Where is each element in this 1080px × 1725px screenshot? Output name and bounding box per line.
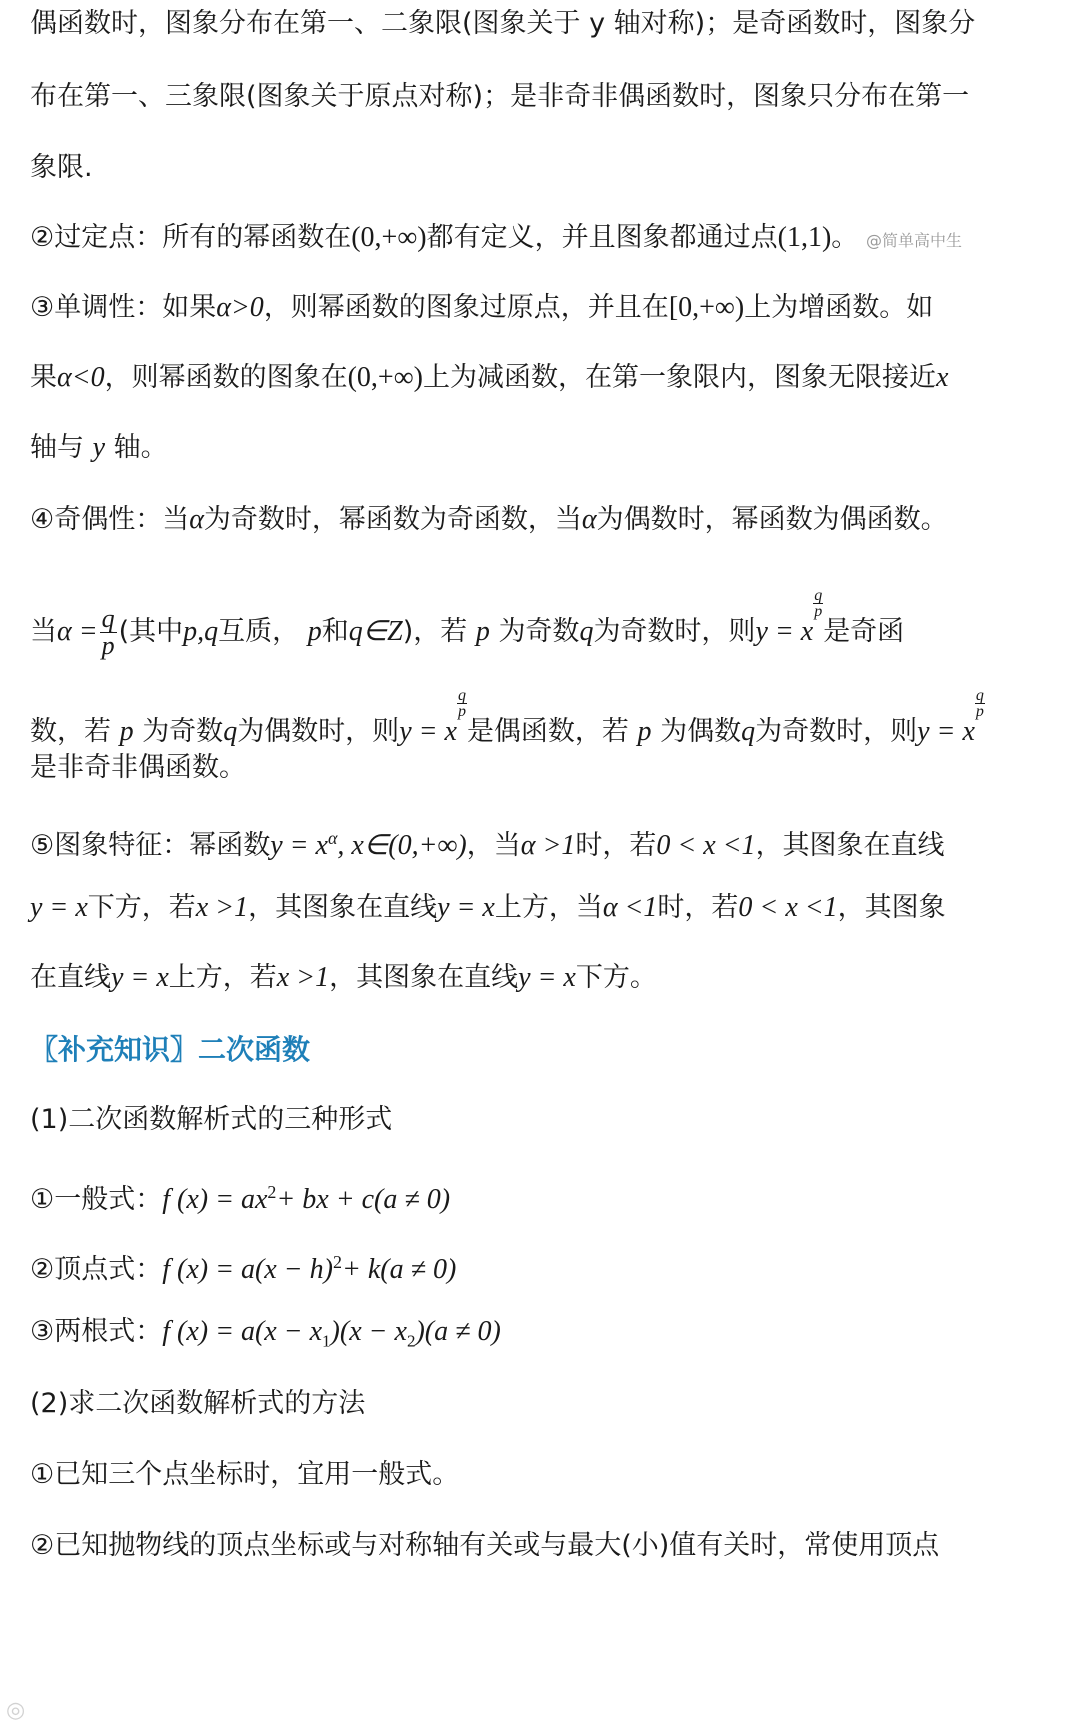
text-run: 是偶函数，若 <box>466 716 629 747</box>
math-run: α<0 <box>57 362 105 393</box>
text-line: (2)求二次函数解析式的方法 <box>30 1388 366 1419</box>
math-subscript: 2 <box>406 1331 416 1351</box>
math-run: p <box>637 716 652 747</box>
text-run: ③单调性：如果 <box>30 292 217 323</box>
text-line: 偶函数时，图象分布在第一、二象限(图象关于 y 轴对称)；是奇函数时，图象分 <box>30 8 976 39</box>
text-run: 为奇数时，则 <box>593 616 756 647</box>
text-line: (1)二次函数解析式的三种形式 <box>30 1104 393 1135</box>
exponent-fraction <box>457 688 467 719</box>
fraction-q-over-p <box>100 606 117 659</box>
fraction-numerator: q <box>457 687 466 704</box>
text-run: ，当 <box>466 830 521 861</box>
text-line: ①已知三个点坐标时，宜用一般式。 <box>30 1459 460 1490</box>
math-run: y = x <box>270 830 328 861</box>
math-superscript: α <box>327 828 338 848</box>
text-run: 果 <box>30 362 57 393</box>
text-run: 为偶数 <box>660 716 742 747</box>
text-run: 为奇数时，则 <box>755 716 918 747</box>
text-run: 。 <box>831 222 859 253</box>
math-run: x >1 <box>195 892 249 923</box>
math-superscript: 2 <box>267 1182 277 1202</box>
text-run: 下方，若 <box>87 892 196 923</box>
text-run: ②顶点式： <box>30 1254 163 1285</box>
math-run: q <box>741 716 756 747</box>
text-line <box>30 958 657 998</box>
text-line: 象限. <box>30 152 93 183</box>
math-run: q∈Z <box>348 616 403 647</box>
math-run: p <box>119 716 134 747</box>
math-run: x <box>936 362 949 393</box>
text-run: ④奇偶性：当 <box>30 504 190 535</box>
exponent-fraction <box>813 588 823 619</box>
text-run: 时，若 <box>575 830 657 861</box>
text-run: 都有定义，并且图象都通过点 <box>426 222 778 253</box>
text-line <box>30 428 168 468</box>
text-run: ，则幂函数的图象在 <box>104 362 348 393</box>
math-run: α <box>581 504 597 535</box>
math-run: )(x − x <box>330 1316 407 1347</box>
math-run: y <box>92 432 106 463</box>
text-run: 为奇数 <box>142 716 224 747</box>
watermark-text: @简单高中生 <box>866 231 963 250</box>
math-run: y = x <box>917 716 975 747</box>
text-line: ②已知抛物线的顶点坐标或与对称轴有关或与最大(小)值有关时，常使用顶点 <box>30 1530 940 1561</box>
math-run: + k(a ≠ 0) <box>341 1254 457 1285</box>
text-line <box>30 688 985 752</box>
math-run: (1,1) <box>777 222 832 253</box>
text-run: ③两根式： <box>30 1316 163 1347</box>
text-run: 为偶数时，幂函数为偶函数。 <box>596 504 948 535</box>
math-run: y = x <box>399 716 457 747</box>
math-run: y = x <box>111 962 169 993</box>
math-run: p,q <box>183 616 219 647</box>
math-run: (0,+∞) <box>351 222 427 253</box>
text-run: 当 <box>30 616 57 647</box>
fraction-numerator: q <box>975 687 984 704</box>
text-run: ⑤图象特征：幂函数 <box>30 830 271 861</box>
text-run: ，则幂函数的图象过原点，并且在 <box>263 292 669 323</box>
formula-line <box>30 1172 450 1220</box>
text-run: 上方，若 <box>168 962 277 993</box>
text-run: 为奇数 <box>498 616 580 647</box>
fraction-numerator: q <box>814 587 823 604</box>
math-run: y = x <box>518 962 576 993</box>
fraction-denominator: p <box>975 703 984 720</box>
text-run: 是奇函 <box>823 616 905 647</box>
fraction-denominator: p <box>814 603 823 620</box>
math-run: α <box>189 504 204 535</box>
math-run: x >1 <box>276 962 330 993</box>
math-run: q <box>579 616 594 647</box>
text-run: 数，若 <box>30 716 111 747</box>
text-line <box>30 588 904 659</box>
text-run: 轴。 <box>113 432 168 463</box>
math-run: p <box>307 616 322 647</box>
math-run: α>0 <box>216 292 264 323</box>
text-run: 上为增函数。如 <box>744 292 934 323</box>
text-run: ，其图象 <box>837 892 946 923</box>
math-run: f (x) = ax <box>162 1184 268 1215</box>
corner-watermark: ◎ <box>6 1698 26 1723</box>
math-run: 0 < x <1 <box>656 830 756 861</box>
formula-line <box>30 1242 456 1290</box>
text-run: ①一般式： <box>30 1184 163 1215</box>
text-run: 为偶数时，则 <box>237 716 400 747</box>
text-line <box>30 500 948 540</box>
math-run: q <box>223 716 238 747</box>
text-line: 是非奇非偶函数。 <box>30 752 246 783</box>
text-run: 时，若 <box>657 892 739 923</box>
text-run: 在直线 <box>30 962 111 993</box>
math-run: p <box>475 616 490 647</box>
math-run: )(a ≠ 0) <box>415 1316 501 1347</box>
text-line <box>30 818 945 866</box>
text-run: 上方，当 <box>494 892 603 923</box>
math-run: f (x) = a(x − h) <box>162 1254 333 1285</box>
text-run: ②过定点：所有的幂函数在 <box>30 222 352 253</box>
fraction-denominator: p <box>457 703 466 720</box>
math-superscript: 2 <box>332 1252 342 1272</box>
formula-line <box>30 1312 501 1361</box>
text-run: ，其图象在直线 <box>755 830 945 861</box>
math-run: + bx + c(a ≠ 0) <box>276 1184 451 1215</box>
text-run: 和 <box>321 616 349 647</box>
math-run: [0,+∞) <box>668 292 745 323</box>
math-run: y = x <box>437 892 495 923</box>
text-line <box>30 888 946 928</box>
section-heading: 〖补充知识〗二次函数 <box>30 1033 311 1066</box>
text-line <box>30 288 933 328</box>
text-line <box>30 218 858 258</box>
text-run: (其中 <box>118 616 184 647</box>
exponent-fraction <box>975 688 985 719</box>
text-run: 上为减函数，在第一象限内，图象无限接近 <box>423 362 936 393</box>
text-line: 布在第一、三象限(图象关于原点对称)；是非奇非偶函数时，图象只分布在第一 <box>30 81 970 112</box>
text-run: 为奇数时，幂函数为奇函数，当 <box>203 504 582 535</box>
text-run: 轴与 <box>30 432 84 463</box>
math-run: α = <box>57 616 98 647</box>
math-run: f (x) = a(x − x <box>162 1316 323 1347</box>
text-run: )，若 <box>402 616 468 647</box>
math-run: y = x <box>30 892 88 923</box>
math-run: 0 < x <1 <box>738 892 838 923</box>
math-run: y = x <box>755 616 814 647</box>
math-subscript: 1 <box>322 1331 331 1351</box>
math-run: (0,+∞) <box>347 362 423 393</box>
fraction-denominator: p <box>101 631 115 660</box>
text-run: ，其图象在直线 <box>329 962 519 993</box>
math-run: α <1 <box>602 892 658 923</box>
fraction-numerator: q <box>101 604 115 633</box>
text-run: ，其图象在直线 <box>248 892 438 923</box>
text-run: 互质， <box>218 616 300 647</box>
math-run: α >1 <box>520 830 576 861</box>
text-line <box>30 358 948 398</box>
math-run: , x∈(0,+∞) <box>337 830 467 861</box>
text-run: 下方。 <box>575 962 657 993</box>
